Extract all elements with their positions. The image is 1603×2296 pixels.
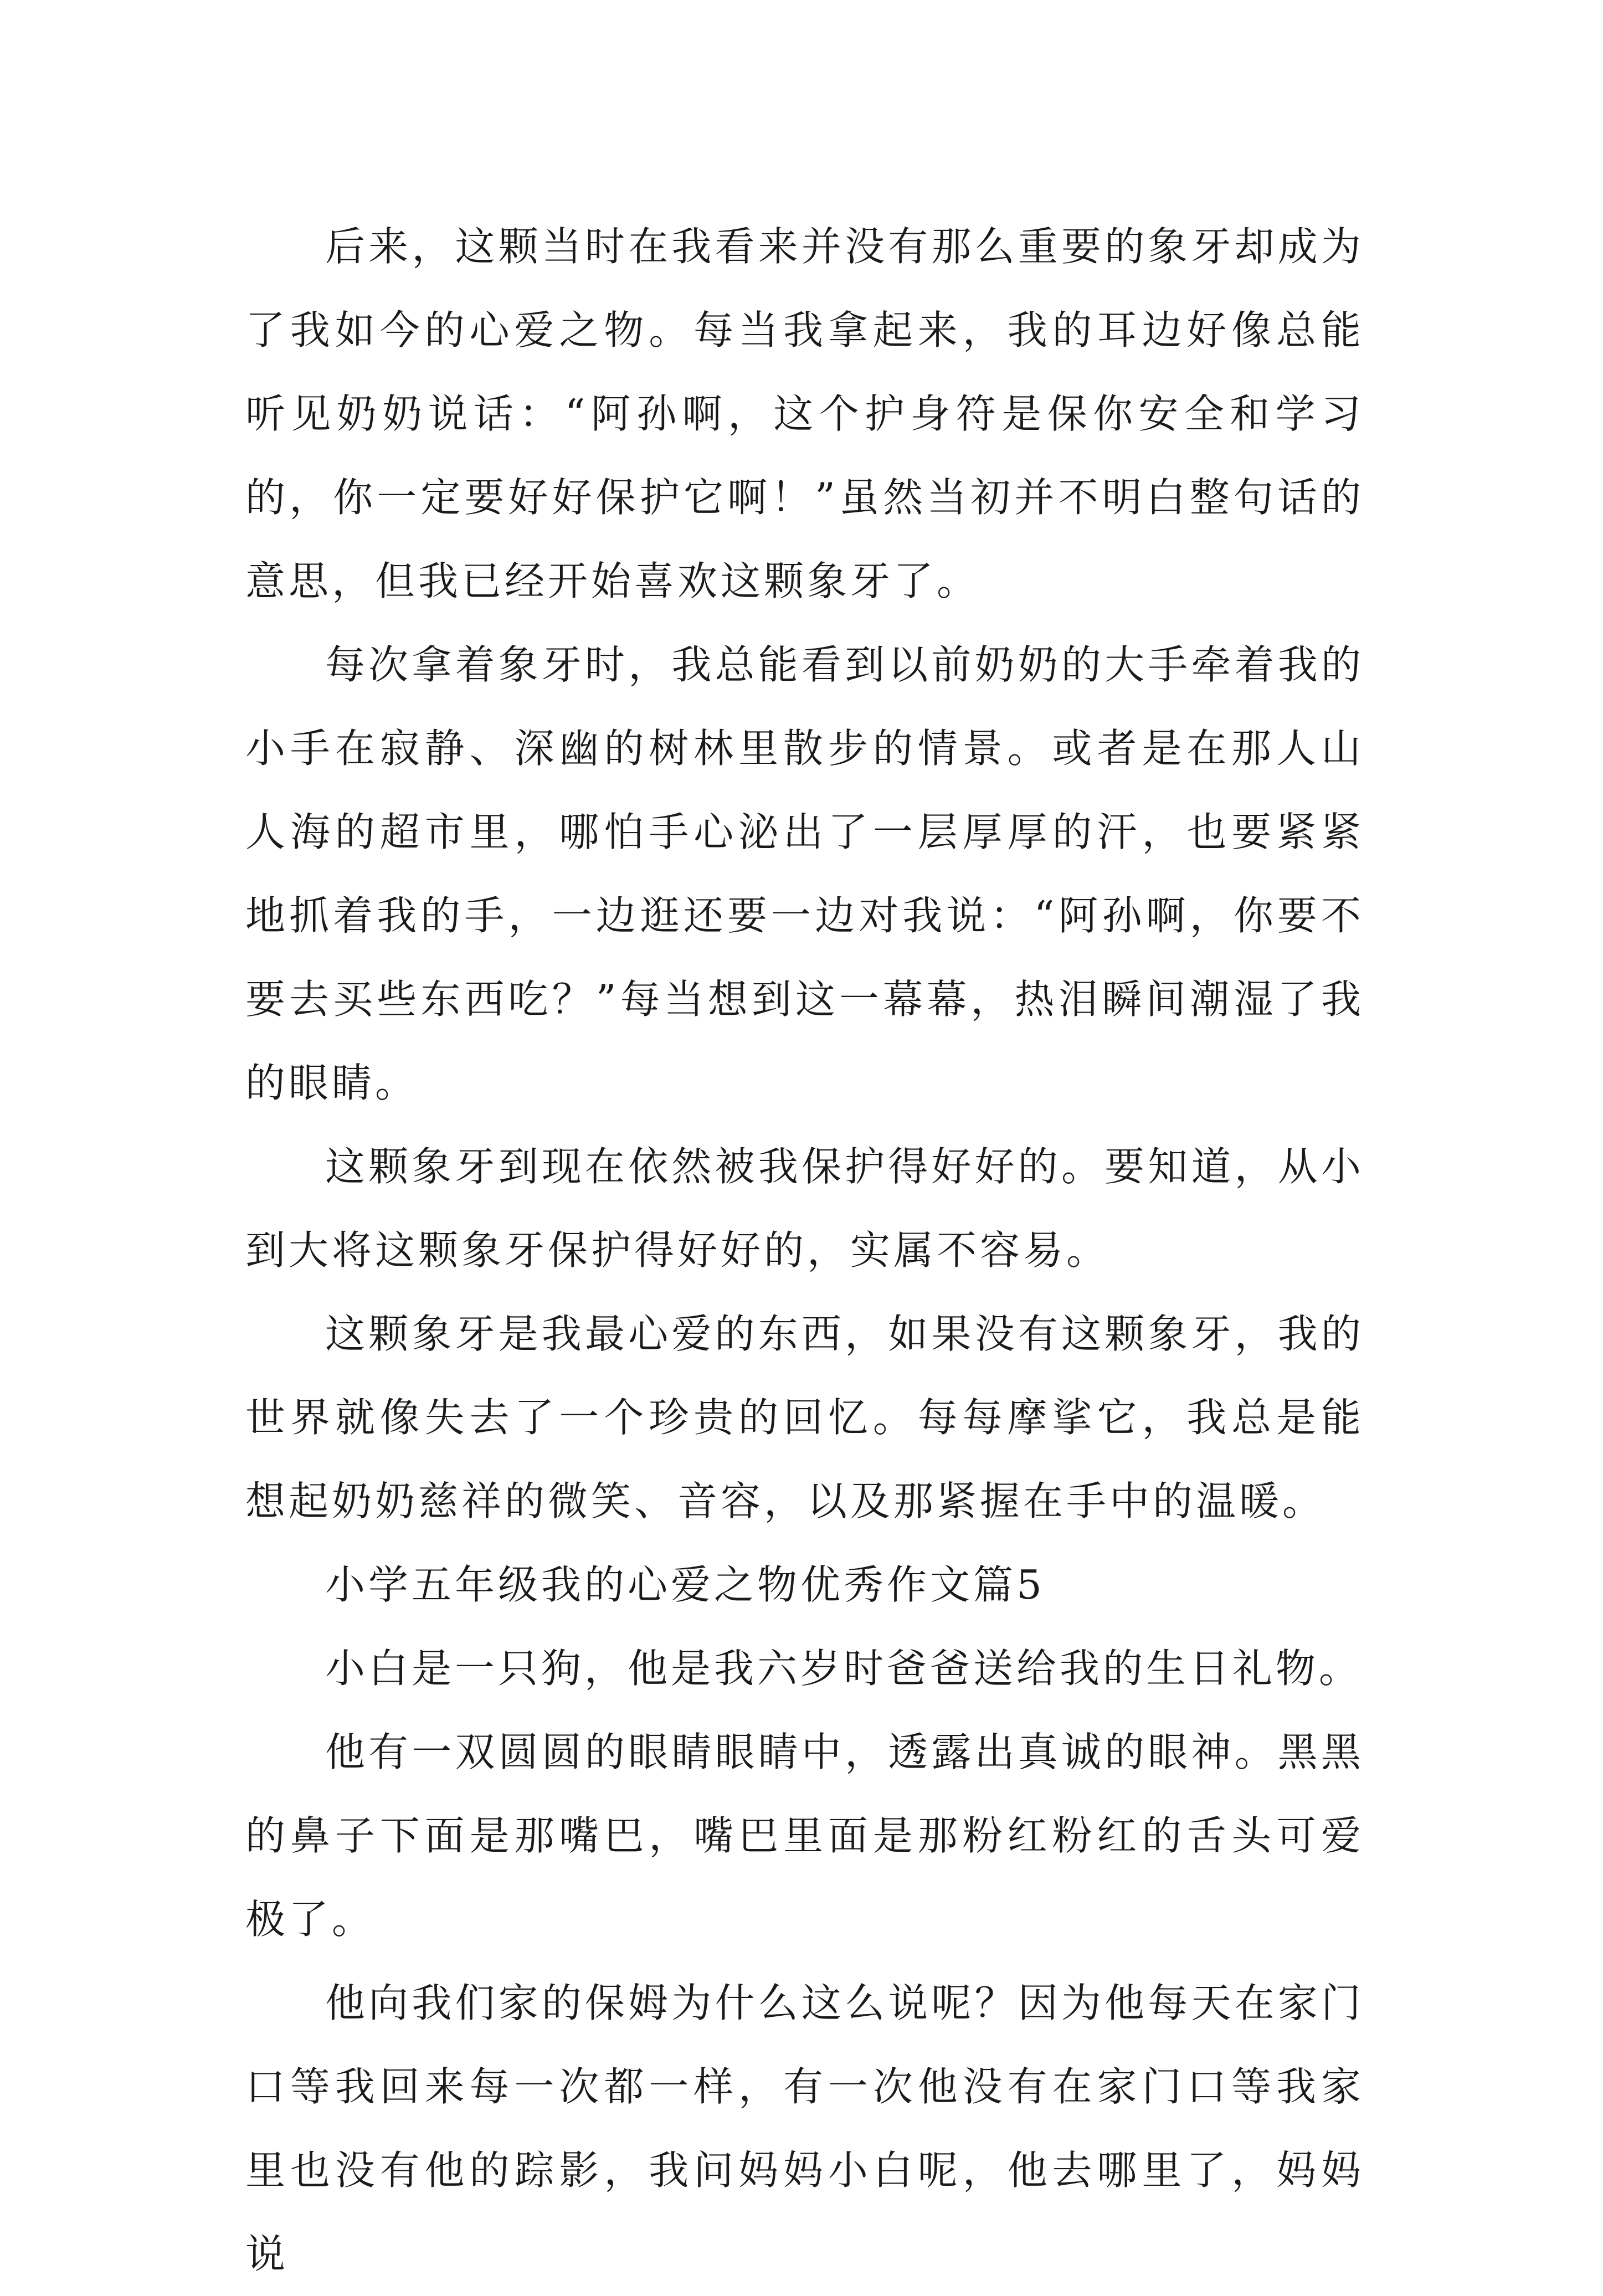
paragraph: 每次拿着象牙时，我总能看到以前奶奶的大手牵着我的小手在寂静、深幽的树林里散步的情景。或者是在那人山人海的超市里，哪怕手心泌出了一层厚厚的汗，也要紧紧地抓着我的手，一边逛还要一边对我说：“阿孙啊，你要不要去买些东西吃？”每当想到这一幕幕，热泪瞬间潮湿了我的眼睛。	[245, 641, 1364, 1106]
document-body	[245, 205, 1364, 2296]
paragraph: 后来，这颗当时在我看来并没有那么重要的象牙却成为了我如今的心爱之物。每当我拿起来，我的耳边好像总能听见奶奶说话：“阿孙啊，这个护身符是保你安全和学习的，你一定要好好保护它啊！”虽然当初并不明白整句话的意思，但我已经开始喜欢这颗象牙了。	[245, 223, 1364, 604]
paragraph: 这颗象牙到现在依然被我保护得好好的。要知道，从小到大将这颗象牙保护得好好的，实属不容易。	[245, 1143, 1364, 1273]
section-heading: 小学五年级我的心爱之物优秀作文篇5	[325, 1562, 1045, 1608]
paragraph: 小白是一只狗，他是我六岁时爸爸送给我的生日礼物。	[325, 1645, 1363, 1692]
paragraph: 他有一双圆圆的眼睛眼睛中，透露出真诚的眼神。黑黑的鼻子下面是那嘴巴，嘴巴里面是那粉红粉红的舌头可爱极了。	[245, 1729, 1364, 1943]
paragraph: 他向我们家的保姆为什么这么说呢？因为他每天在家门口等我回来每一次都一样，有一次他没有在家门口等我家里也没有他的踪影，我问妈妈小白呢，他去哪里了，妈妈说	[245, 1980, 1364, 2277]
paragraph: 这颗象牙是我最心爱的东西，如果没有这颗象牙，我的世界就像失去了一个珍贵的回忆。每每摩挲它，我总是能想起奶奶慈祥的微笑、音容，以及那紧握在手中的温暖。	[245, 1311, 1364, 1524]
